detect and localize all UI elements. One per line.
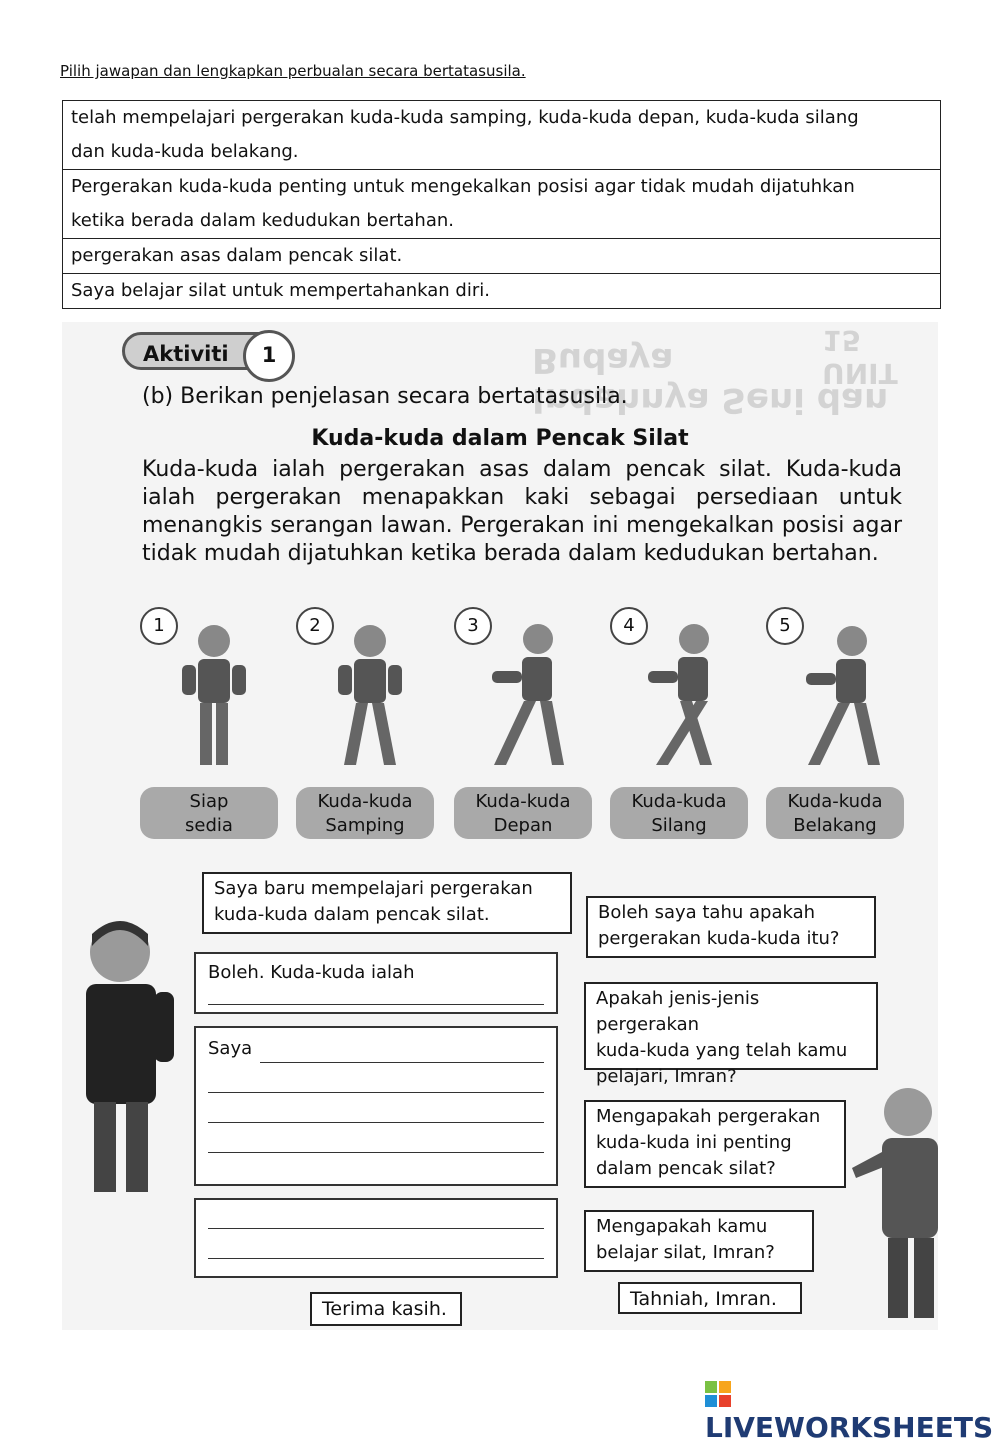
- bubble-right-2: [584, 982, 878, 1087]
- figure-silang-icon: [634, 617, 734, 777]
- bubble-right-3: [584, 1100, 846, 1188]
- boy-friend-icon: [852, 1082, 938, 1322]
- boy-imran-icon: [68, 912, 178, 1212]
- answer-line: [208, 1228, 544, 1229]
- step-label-line1: Kuda-kuda: [787, 791, 883, 812]
- step-number-badge: 4: [610, 607, 648, 645]
- step-label: [766, 787, 904, 839]
- bubble-right-2-line2: kuda-kuda yang telah kamu: [596, 1040, 848, 1061]
- step-label: [454, 787, 592, 839]
- bubble-left-3: [194, 1026, 558, 1186]
- liveworksheets-brand: LIVEWORKSHEETS: [705, 1411, 994, 1444]
- step-label-line1: Kuda-kuda: [631, 791, 727, 812]
- answer-option-4-line1: Saya belajar silat untuk mempertahankan diri.: [71, 280, 490, 301]
- answer-option-1-line2: dan kuda-kuda belakang.: [71, 141, 299, 162]
- drop-slot-1[interactable]: [446, 958, 546, 986]
- step-number-badge: 2: [296, 607, 334, 645]
- step-label-line2: Belakang: [793, 815, 877, 836]
- bubble-left-3-prefix: Saya: [208, 1038, 253, 1059]
- answer-option-2-line2: ketika berada dalam kedudukan bertahan.: [71, 210, 454, 231]
- bubble-right-1: [586, 896, 876, 958]
- bubble-right-2-line3: pelajari, Imran?: [596, 1066, 737, 1087]
- liveworksheets-logo-icon: [705, 1381, 731, 1407]
- ghost-unit-title: Indahnya Seni dan Budaya: [532, 340, 889, 420]
- aktiviti-number: 1: [243, 330, 295, 382]
- figure-samping-icon: [320, 617, 420, 777]
- bubble-right-4-line2: belajar silat, Imran?: [596, 1242, 775, 1263]
- bubble-right-1-line2: pergerakan kuda-kuda itu?: [598, 928, 840, 949]
- drop-slot-2[interactable]: [260, 1034, 540, 1062]
- drop-slot-3[interactable]: [208, 1206, 548, 1234]
- step-label-line1: Kuda-kuda: [317, 791, 413, 812]
- answer-option-2-line1: Pergerakan kuda-kuda penting untuk mengekalkan posisi agar tidak mudah dijatuhkan: [71, 176, 855, 197]
- bubble-right-4: [584, 1210, 814, 1272]
- step-kuda-kuda-samping: [296, 607, 436, 842]
- figure-depan-icon: [478, 617, 578, 777]
- section-heading: Kuda-kuda dalam Pencak Silat: [311, 426, 689, 451]
- bubble-terima-kasih: Terima kasih.: [310, 1292, 462, 1326]
- step-label-line1: Siap: [189, 791, 229, 812]
- answer-option-4[interactable]: [63, 274, 940, 309]
- answer-option-3[interactable]: [63, 239, 940, 274]
- answer-line: [208, 1258, 544, 1259]
- step-label-line2: sedia: [185, 815, 233, 836]
- step-number-badge: 3: [454, 607, 492, 645]
- figure-belakang-icon: [790, 617, 890, 777]
- step-label-line2: Samping: [325, 815, 405, 836]
- step-label: [140, 787, 278, 839]
- bubble-left-1-line2: kuda-kuda dalam pencak silat.: [214, 904, 490, 925]
- bubble-right-1-line1: Boleh saya tahu apakah: [598, 902, 816, 923]
- answer-option-1[interactable]: [63, 101, 940, 170]
- ghost-unit-number: UNIT 15: [822, 324, 898, 390]
- explanation-paragraph: Kuda-kuda ialah pergerakan asas dalam pencak silat. Kuda-kuda ialah pergerakan menapakkan kaki sebagai persediaan untuk menangkis serangan lawan. Pergerakan ini mengekalkan posisi agar tidak mudah dijatuhkan ketika berada dalam kedudukan bertahan.: [142, 457, 902, 566]
- figure-siap-sedia-icon: [164, 617, 264, 777]
- step-label-line1: Kuda-kuda: [475, 791, 571, 812]
- activity-subtitle: (b) Berikan penjelasan secara bertatasusila.: [142, 384, 628, 409]
- step-label-line2: Silang: [651, 815, 707, 836]
- step-kuda-kuda-silang: [610, 607, 750, 842]
- answer-option-2[interactable]: [63, 170, 940, 239]
- bubble-right-4-line1: Mengapakah kamu: [596, 1216, 768, 1237]
- bubble-right-3-line2: kuda-kuda ini penting: [596, 1132, 792, 1153]
- worksheet-image: [62, 322, 938, 1330]
- answer-line: [260, 1062, 544, 1063]
- answer-option-1-line1: telah mempelajari pergerakan kuda-kuda samping, kuda-kuda depan, kuda-kuda silang: [71, 107, 859, 128]
- bubble-right-3-line3: dalam pencak silat?: [596, 1158, 776, 1179]
- bubble-left-1-line1: Saya baru mempelajari pergerakan: [214, 878, 533, 899]
- instruction: Pilih jawapan dan lengkapkan perbualan secara bertatasusila.: [60, 62, 526, 80]
- bubble-left-1: [202, 872, 572, 934]
- answer-option-3-line1: pergerakan asas dalam pencak silat.: [71, 245, 403, 266]
- bubble-right-3-line1: Mengapakah pergerakan: [596, 1106, 821, 1127]
- step-kuda-kuda-depan: [454, 607, 594, 842]
- liveworksheets-logo: [705, 1378, 1000, 1444]
- bubble-left-2-prefix: Boleh. Kuda-kuda ialah: [208, 962, 415, 983]
- answer-line: [208, 1004, 544, 1005]
- bubble-right-2-line1: Apakah jenis-jenis pergerakan: [596, 988, 760, 1035]
- answer-line: [208, 1092, 544, 1093]
- answer-line: [208, 1122, 544, 1123]
- bubble-tahniah: Tahniah, Imran.: [618, 1282, 802, 1314]
- aktiviti-badge: [122, 332, 292, 370]
- bubble-left-2: [194, 952, 558, 1014]
- step-kuda-kuda-belakang: [766, 607, 906, 842]
- answer-bank: [62, 100, 941, 309]
- step-label: [610, 787, 748, 839]
- step-number-badge: 1: [140, 607, 178, 645]
- step-number-badge: 5: [766, 607, 804, 645]
- aktiviti-label: Aktiviti: [143, 342, 229, 366]
- step-label-line2: Depan: [493, 815, 553, 836]
- bubble-left-4: [194, 1198, 558, 1278]
- answer-line: [208, 1152, 544, 1153]
- step-siap-sedia: [140, 607, 280, 842]
- step-label: [296, 787, 434, 839]
